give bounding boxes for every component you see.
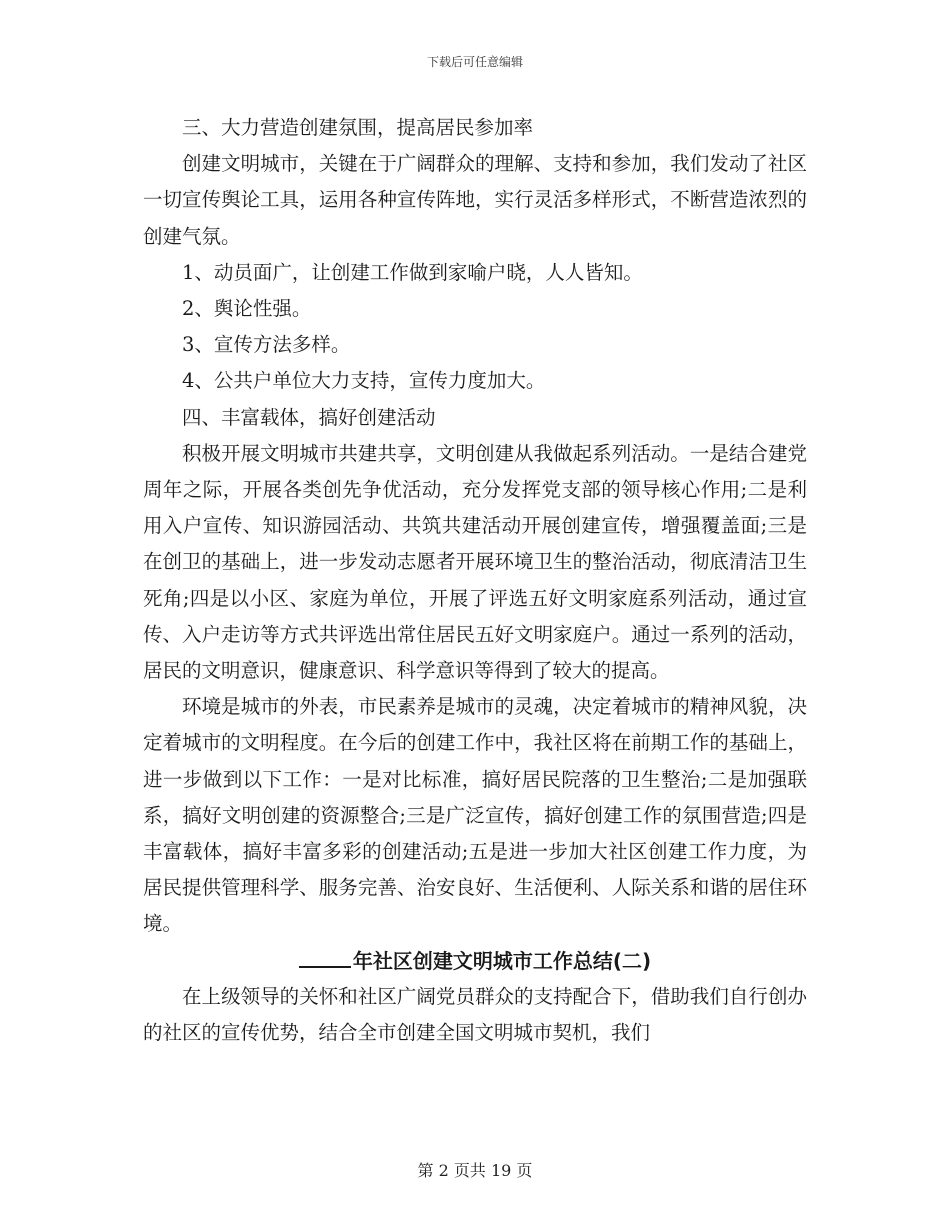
list-item: 2、舆论性强。 (182, 297, 312, 321)
paragraph-heading-3: 三、大力营造创建氛围，提高居民参加率 (182, 116, 534, 139)
year-blank (299, 948, 351, 968)
document-body (143, 110, 807, 1051)
section-title-text: 年社区创建文明城市工作总结(二) (352, 948, 652, 973)
list-item: 3、宣传方法多样。 (182, 333, 351, 357)
page-header-note: 下载后可任意编辑 (426, 55, 523, 69)
paragraph-heading-4: 四、丰富载体，搞好创建活动 (182, 405, 436, 429)
paragraph: 在上级领导的关怀和社区广阔党员群众的支持配合下，借助我们自行创办的社区的宣传优势，结合全市创建全国文明城市契机，我们 (143, 984, 807, 1045)
list-item: 4、公共户单位大力支持，宣传力度加大。 (182, 369, 546, 393)
paragraph: 创建文明城市，关键在于广阔群众的理解、支持和参加，我们发动了社区一切宣传舆论工具，运用各种宣传阵地，实行灵活多样形式，不断营造浓烈的创建气氛。 (143, 152, 807, 248)
paragraph: 环境是城市的外表，市民素养是城市的灵魂，决定着城市的精神风貌，决定着城市的文明程度。在今后的创建工作中，我社区将在前期工作的基础上，进一步做到以下工作：一是对比标准，搞好居民院落的卫生整治;二是加强联系，搞好文明创建的资源整合;三是广泛宣传，搞好创建工作的氛围营造;四是丰富载体，搞好丰富多彩的创建活动;五是进一步加大社区创建工作力度，为居民提供管理科学、服务完善、治安良好、生活便利、人际关系和谐的居住环境。 (143, 695, 807, 936)
list-item: 1、动员面广，让创建工作做到家喻户晓，人人皆知。 (182, 260, 643, 284)
page-number: 第 2 页共 19 页 (417, 1161, 533, 1180)
section-title (143, 943, 807, 979)
paragraph: 积极开展文明城市共建共享，文明创建从我做起系列活动。一是结合建党周年之际，开展各类创先争优活动，充分发挥党支部的领导核心作用;二是利用入户宣传、知识游园活动、共筑共建活动开展创建宣传，增强覆盖面;三是在创卫的基础上，进一步发动志愿者开展环境卫生的整治活动，彻底清洁卫生死角;四是以小区、家庭为单位，开展了评选五好文明家庭系列活动，通过宣传、入户走访等方式共评选出常住居民五好文明家庭户。通过一系列的活动，居民的文明意识，健康意识、科学意识等得到了较大的提高。 (143, 441, 807, 683)
